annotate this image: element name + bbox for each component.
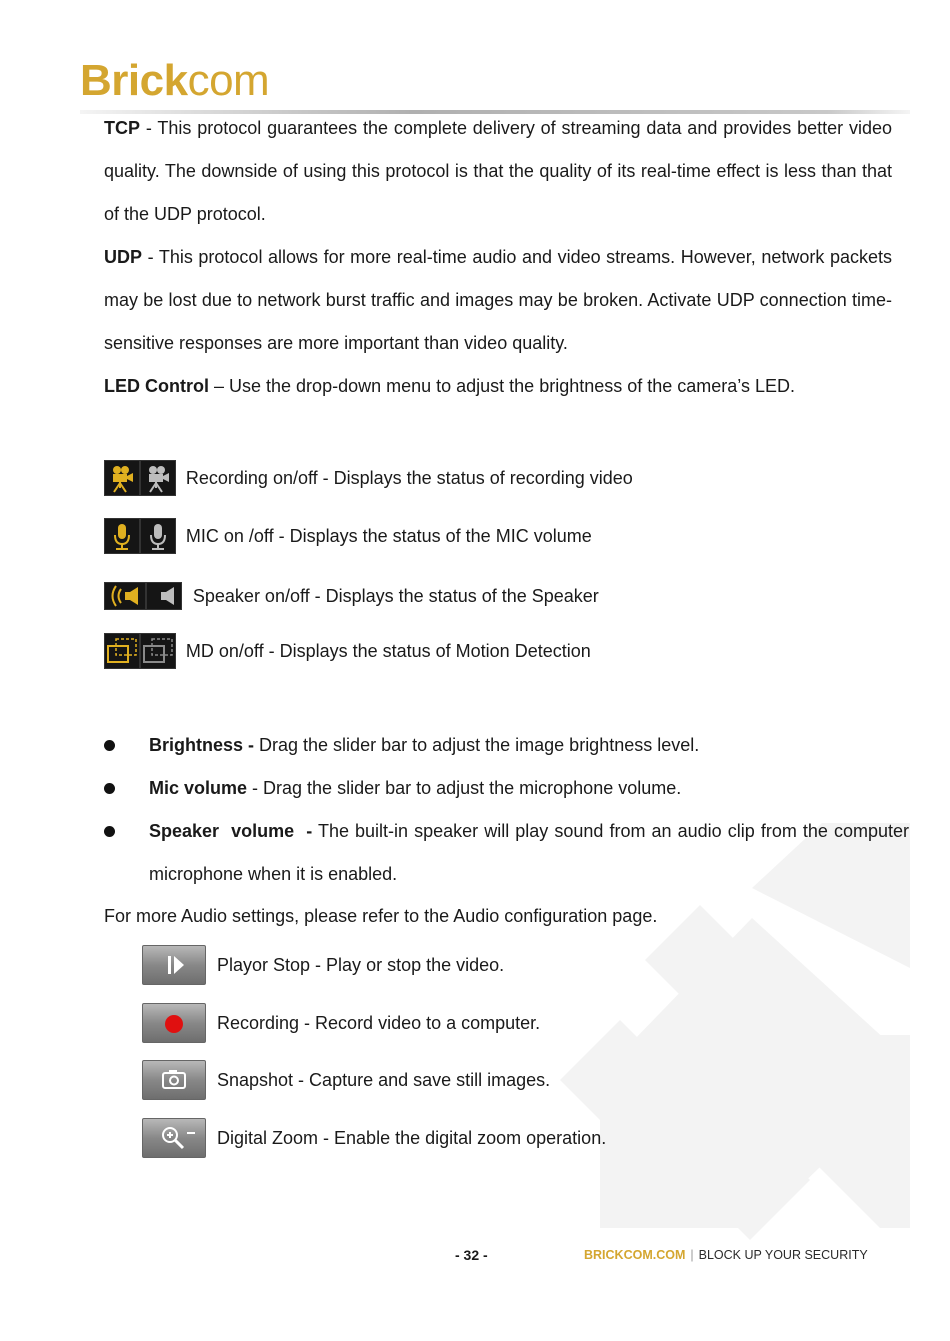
bullet-dot-icon	[104, 740, 115, 751]
button-row-play	[142, 943, 504, 987]
tcp-term: TCP	[104, 118, 140, 138]
zoom-button-text: Digital Zoom - Enable the digital zoom operation.	[217, 1127, 607, 1148]
play-icon	[143, 946, 205, 984]
record-icon	[143, 1004, 205, 1042]
status-row-recording	[104, 458, 633, 498]
status-row-md	[104, 631, 591, 671]
bullet-term: Mic volume	[149, 778, 248, 798]
status-recording-text: Recording on/off - Displays the status of recording video	[185, 467, 633, 488]
motion-detection-on-icon	[104, 633, 140, 669]
bullet-brightness	[104, 724, 910, 767]
button-row-record	[142, 1001, 540, 1045]
bullet-mic-volume	[104, 767, 910, 810]
status-md-text: MD on/off - Displays the status of Motion Detection	[185, 640, 591, 661]
status-row-mic	[104, 516, 592, 556]
led-term: LED Control	[104, 376, 209, 396]
brickcom-logo	[80, 56, 269, 106]
motion-detection-off-icon	[140, 633, 176, 669]
snapshot-button-text: Snapshot - Capture and save still images.	[217, 1069, 551, 1090]
record-button[interactable]	[142, 1003, 206, 1043]
udp-text: - This protocol allows for more real-time audio and video streams. However, network packets may be lost due to network burst traffic and images may be broken. Activate UDP connection time-sensitive responses are more important than video quality.	[104, 247, 892, 353]
audio-note: For more Audio settings, please refer to the Audio configuration page.	[104, 906, 658, 926]
zoom-icon	[143, 1119, 205, 1157]
footer-site-link: BRICKCOM.COM	[584, 1248, 686, 1262]
logo-brick-text: Brick	[80, 56, 188, 105]
snapshot-button[interactable]	[142, 1060, 206, 1100]
footer-brand	[584, 1248, 868, 1262]
bullet-speaker-volume	[104, 810, 910, 896]
logo-com-text: com	[187, 56, 270, 105]
status-mic-text: MIC on /off - Displays the status of the MIC volume	[185, 525, 592, 546]
udp-term: UDP	[104, 247, 143, 267]
camera-recording-on-icon	[104, 460, 140, 496]
play-button[interactable]	[142, 945, 206, 985]
camera-recording-off-icon	[140, 460, 176, 496]
udp-paragraph	[104, 236, 892, 365]
bullet-dot-icon	[104, 826, 115, 837]
tcp-text: - This protocol guarantees the complete delivery of streaming data and provides better video quality. The downside of using this protocol is that the quality of its real-time effect is less than that of the UDP protocol.	[104, 118, 892, 224]
button-row-zoom	[142, 1116, 606, 1160]
camera-snapshot-icon	[143, 1061, 205, 1099]
button-row-snapshot	[142, 1058, 550, 1102]
bullet-text: - Drag the slider bar to adjust the microphone volume.	[247, 778, 682, 798]
speaker-off-icon	[146, 582, 182, 610]
footer-slogan: BLOCK UP YOUR SECURITY	[698, 1248, 868, 1262]
bullet-text: Drag the slider bar to adjust the image brightness level.	[254, 735, 700, 755]
bullet-term: Speaker volume -	[149, 821, 313, 841]
speaker-on-icon	[104, 582, 146, 610]
bullet-term: Brightness -	[149, 735, 255, 755]
led-text: – Use the drop-down menu to adjust the brightness of the camera’s LED.	[209, 376, 795, 396]
bullet-text: The built-in speaker will play sound from an audio clip from the computer microphone when it is enabled.	[149, 821, 910, 884]
footer-separator: |	[690, 1248, 694, 1262]
mic-on-icon	[104, 518, 140, 554]
led-paragraph	[104, 365, 892, 408]
status-row-speaker	[104, 576, 599, 616]
tcp-paragraph	[104, 107, 892, 236]
record-button-text: Recording - Record video to a computer.	[217, 1012, 541, 1033]
bullet-dot-icon	[104, 783, 115, 794]
mic-off-icon	[140, 518, 176, 554]
zoom-button[interactable]	[142, 1118, 206, 1158]
status-speaker-text: Speaker on/off - Displays the status of the Speaker	[192, 585, 599, 606]
play-button-text: Playor Stop - Play or stop the video.	[217, 954, 505, 975]
page-number: - 32 -	[455, 1247, 488, 1263]
